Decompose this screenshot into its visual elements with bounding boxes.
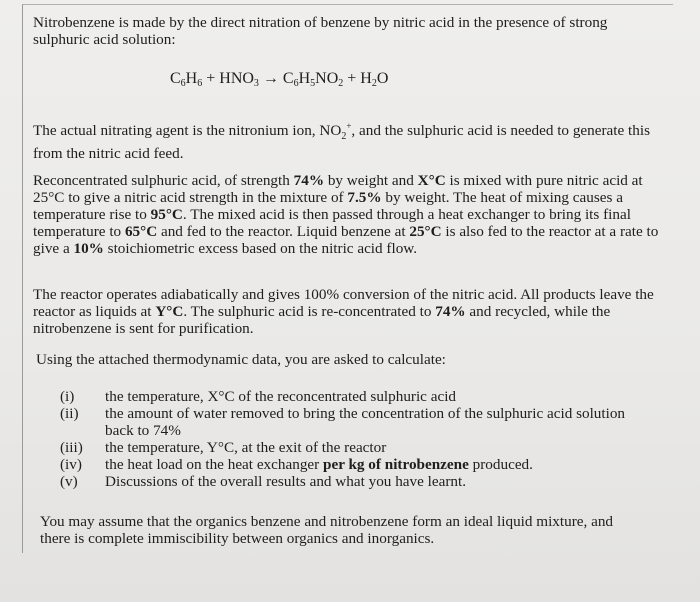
- reactor-paragraph: The reactor operates adiabatically and gives 100% conversion of the nitric acid. All products leave the reactor as liquids at Y°C. The sulphuric acid is re-concentrated to 74% and recycled, while the nitrobenzene is sent for purification.: [33, 286, 654, 337]
- assumption-paragraph: You may assume that the organics benzene and nitrobenzene form an ideal liquid mixture, and there is complete immiscibility between organics and inorganics.: [40, 513, 614, 547]
- list-item: (v) Discussions of the overall results and what you have learnt.: [60, 473, 467, 490]
- nitronium-paragraph: The actual nitrating agent is the nitronium ion, $NO_2^+$, and the sulphuric acid is needed to generate this from the nitric acid feed.: [33, 121, 650, 163]
- task-intro: Using the attached thermodynamic data, you are asked to calculate:: [36, 351, 446, 368]
- task-list: [60, 388, 660, 490]
- list-item: (iii) the temperature, Y°C, at the exit of the reactor: [60, 439, 387, 456]
- list-item: (i) the temperature, X°C of the reconcentrated sulphuric acid: [60, 388, 457, 405]
- process-paragraph: Reconcentrated sulphuric acid, of strength 74% by weight and X°C is mixed with pure nitric acid at 25°C to give a nitric acid strength in the mixture of 7.5% by weight. The heat of mixing causes a temperature rise to 95°C. The mixed acid is then passed through a heat exchanger to bring its final temperature to 65°C and fed to the reactor. Liquid benzene at 25°C is also fed to the reactor at a rate to give a 10% stoichiometric excess based on the nitric acid flow.: [33, 172, 659, 257]
- list-item: (ii) the amount of water removed to bring the concentration of the sulphuric acid solution back to 74%: [60, 405, 626, 439]
- reaction-equation: $C_6H_6 + HNO_3 \to C_6H_5NO_2 + H_2O$: [170, 70, 389, 89]
- intro-paragraph: Nitrobenzene is made by the direct nitration of benzene by nitric acid in the presence of strong sulphuric acid solution:: [33, 14, 608, 48]
- list-item: (iv) the heat load on the heat exchanger per kg of nitrobenzene produced.: [60, 456, 533, 473]
